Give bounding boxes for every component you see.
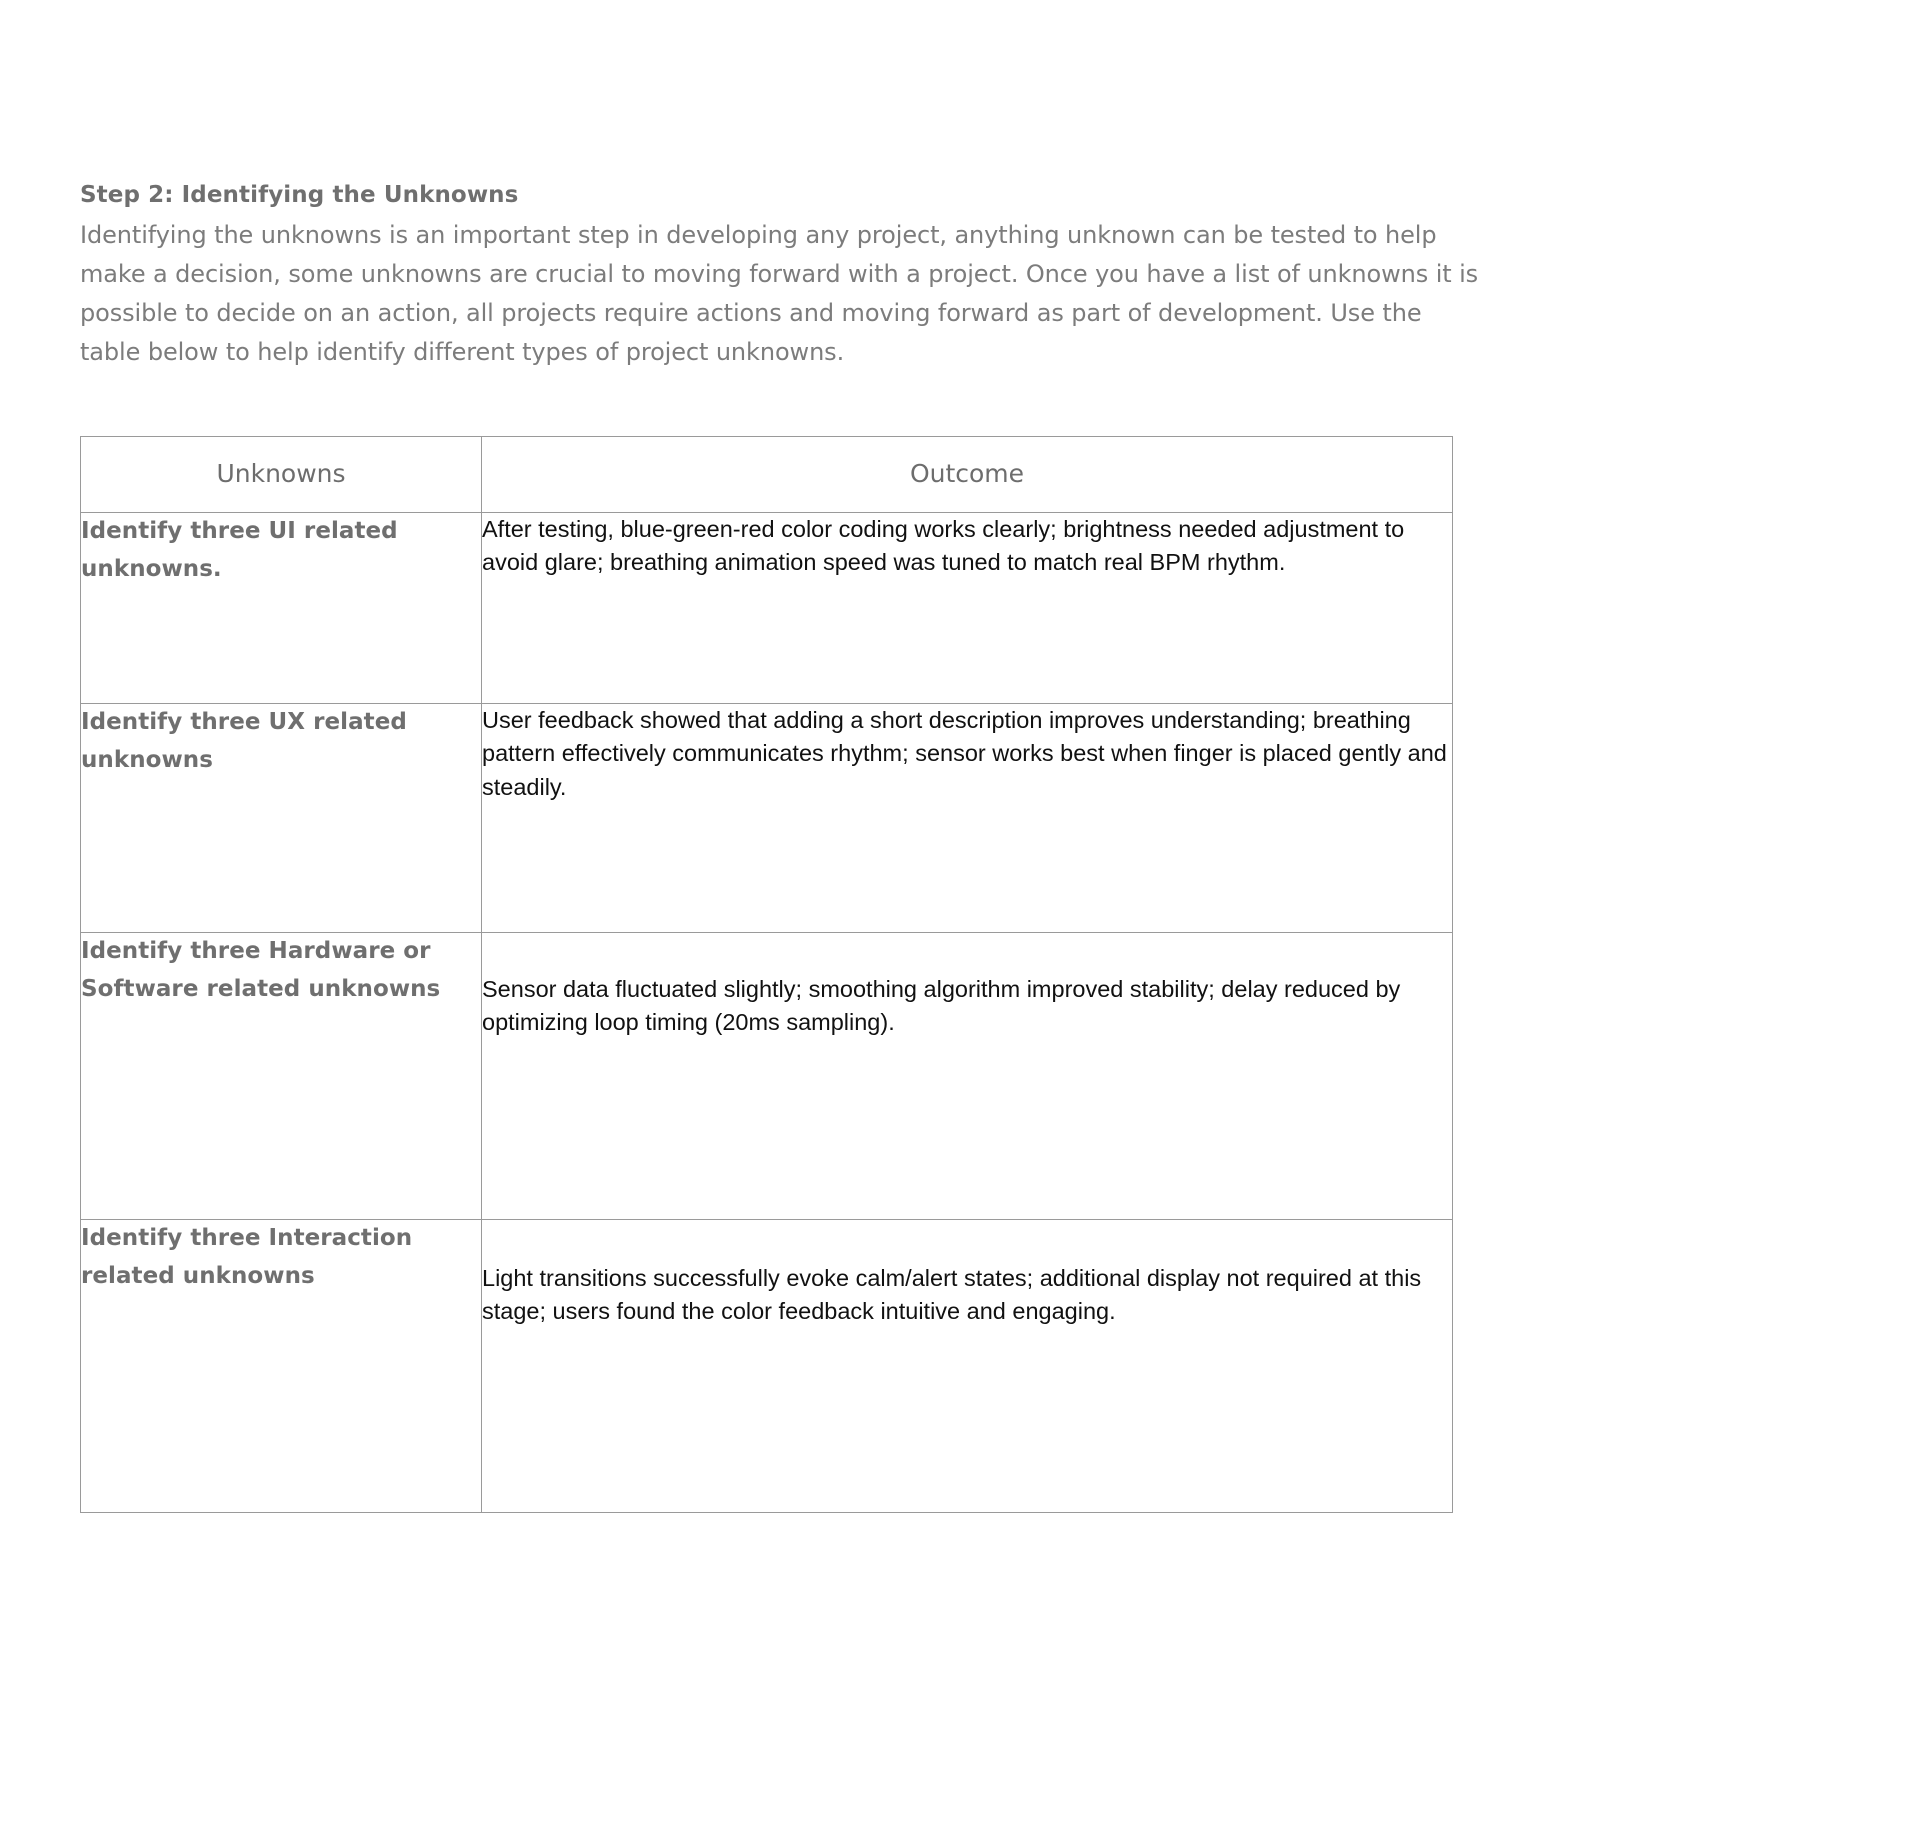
document-content: [80, 180, 1480, 1513]
cell-outcome-hardware-software: Sensor data fluctuated slightly; smoothing algorithm improved stability; delay reduced by optimizing loop timing (20ms sampling).: [482, 932, 1453, 1219]
table-row: [81, 703, 1453, 932]
section-heading: Step 2: Identifying the Unknowns: [80, 182, 519, 208]
unknowns-outcome-table: [80, 436, 1453, 1513]
table-body: [81, 512, 1453, 1512]
cell-unknown-interaction: Identify three Interaction related unknowns: [81, 1219, 482, 1512]
cell-outcome-interaction: Light transitions successfully evoke calm/alert states; additional display not required at this stage; users found the color feedback intuitive and engaging.: [482, 1219, 1453, 1512]
table-row: [81, 1219, 1453, 1512]
table-row: [81, 932, 1453, 1219]
table-header: [81, 436, 1453, 512]
cell-outcome-ux: User feedback showed that adding a short description improves understanding; breathing pattern effectively communicates rhythm; sensor works best when finger is placed gently and steadily.: [482, 703, 1453, 932]
cell-unknown-ux: Identify three UX related unknowns: [81, 703, 482, 932]
cell-outcome-ui: After testing, blue-green-red color coding works clearly; brightness needed adjustment to avoid glare; breathing animation speed was tuned to match real BPM rhythm.: [482, 512, 1453, 703]
column-header-outcome: Outcome: [482, 436, 1453, 512]
column-header-unknowns: Unknowns: [81, 436, 482, 512]
intro-paragraph: Identifying the unknowns is an important step in developing any project, anything unknown can be tested to help make a decision, some unknowns are crucial to moving forward with a project. Once you have a list of unknowns it is possible to decide on an action, all projects require actions and moving forward as part of development. Use the table below to help identify different types of project unknowns.: [80, 221, 1479, 366]
table-header-row: [81, 436, 1453, 512]
cell-unknown-hardware-software: Identify three Hardware or Software related unknowns: [81, 932, 482, 1219]
cell-unknown-ui: Identify three UI related unknowns.: [81, 512, 482, 703]
table-row: [81, 512, 1453, 703]
